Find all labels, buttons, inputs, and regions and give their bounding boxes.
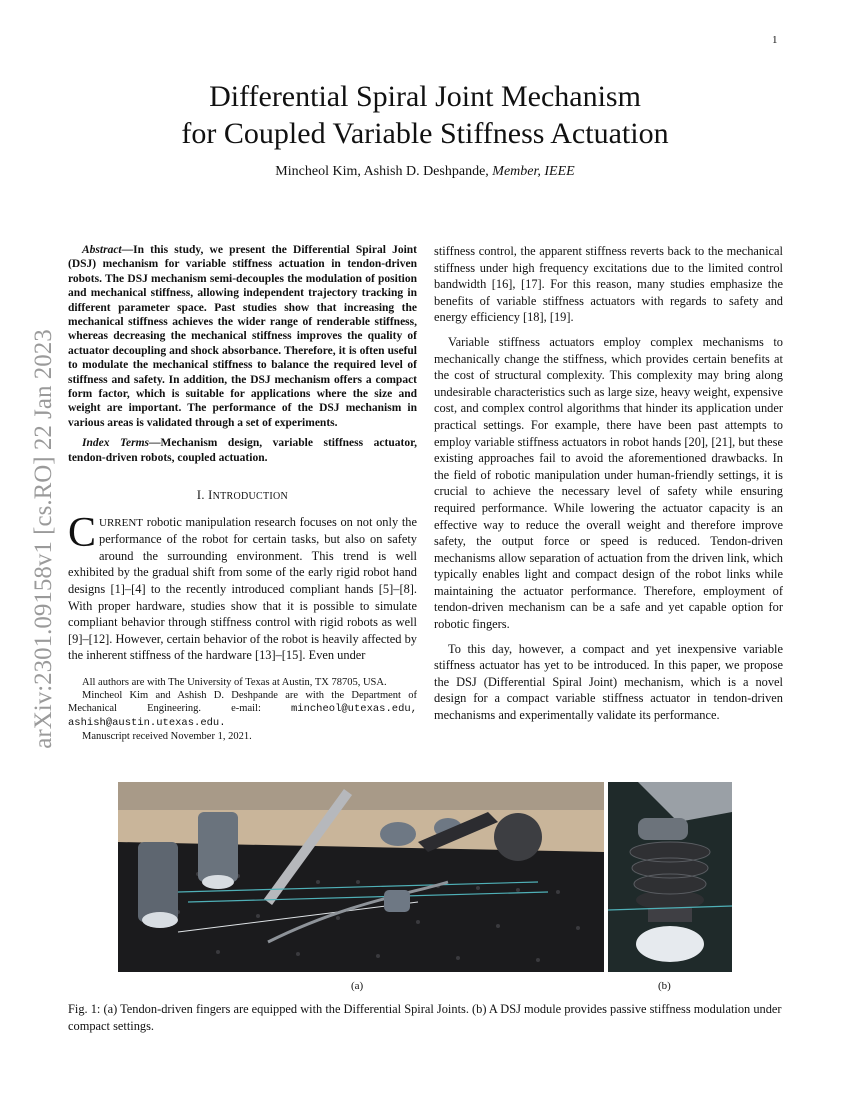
figure-photo-dsj-module: [608, 782, 732, 972]
figure-caption: Fig. 1: (a) Tendon-driven fingers are equipped with the Differential Spiral Joints. (b) A DSJ module provides passive stiffness modulation under compact settings.: [68, 1002, 782, 1033]
subfigure-label-a: (a): [351, 980, 364, 992]
footnote-manuscript: Manuscript received November 1, 2021.: [82, 731, 252, 743]
index-terms: [68, 436, 417, 465]
body-paragraph-2: Variable stiffness actuators employ complex mechanisms to mechanically change the stiffness, which provides certain benefits at the cost of structural complexity. This complexity may bring along undesirable characteristics such as large size, heavy weight, expensive cost, and complex control algorithms that hinder its application under practical settings. For example, there have been past attempts to employ variable stiffness actuators in robot hands [20], [21], but these existing approaches fail to avoid the aforementioned drawbacks. In the field of robotic manipulation under human-friendly settings, it is crucial to achieve the necessary level of safety while ensuring required performance. While lowering the actuator capacity is an effective way to reduce the overall weight and therefore improve safety, the output force or speed is reduced. Tendon-driven mechanisms allow separation of actuation from the driven link, which typically enables light and compact design of the robot links while maintaining the actuator performance. Therefore, employment of tendon-driven mechanism can be a safe and yet capable option for robotic fingers.: [434, 334, 783, 632]
section-number: I. I: [196, 488, 213, 503]
actuator-module-2: [198, 812, 238, 882]
paper-title: [60, 78, 790, 152]
section-heading-introduction: [68, 487, 417, 506]
index-terms-text: —Mechanism design, variable stiffness actuator, tendon-driven robots, coupled actuation.: [68, 437, 417, 464]
title-line-2: for Coupled Variable Stiffness Actuation: [181, 117, 669, 150]
right-column: [434, 243, 783, 724]
author-membership: Member, IEEE: [492, 164, 575, 179]
author-list: [60, 164, 790, 180]
figure-photo-tendon-fingers: [118, 782, 604, 972]
drop-cap: C: [68, 509, 97, 556]
page-number: 1: [772, 34, 778, 46]
index-terms-label: Index Terms: [82, 437, 150, 450]
intro-text: robotic manipulation research focuses on not only the performance of the robot for certain tasks, but also on safety around the surrounding environment. This trend is well exhibited by the gradual shift from some of the early rigid robot hand designs [1]–[4] to the recently introduced compliant hands [5]–[8]. With proper hardware, studies show that it is possible to simulate compliant behavior through stiffness control with rigid robots as well [9]–[12]. However, certain behavior of the robot is heavily affected by the inherent stiffness of the hardware [13]–[15]. Even under: [68, 514, 417, 663]
intro-paragraph: [68, 509, 417, 664]
footnote-affiliation: All authors are with The University of Texas at Austin, TX 78705, USA.: [82, 677, 387, 689]
joint-module-1: [380, 822, 416, 846]
title-line-1: Differential Spiral Joint Mechanism: [209, 80, 641, 113]
breadboard: [118, 842, 604, 972]
spherical-tip: [494, 813, 542, 861]
footnote-emails: mincheol@utexas.edu, ashish@austin.utexas.edu.: [68, 703, 417, 730]
actuator-module-1: [138, 842, 178, 922]
left-column: [68, 243, 417, 743]
section-title: NTRODUCTION: [212, 491, 289, 503]
arxiv-stamp: arXiv:2301.09158v1 [cs.RO] 22 Jan 2023: [30, 329, 57, 749]
abstract: [68, 243, 417, 430]
intro-first-word: URRENT: [99, 516, 144, 529]
footnote-department-text: Mincheol Kim and Ashish D. Deshpande are with the Department of Mechanical Engineering. e-mail:: [68, 690, 417, 715]
abstract-text: —In this study, we present the Differential Spiral Joint (DSJ) mechanism for variable stiffness actuation in tendon-driven robots. The DSJ mechanism semi-decouples the modulation of position and mechanical stiffness, allowing independent trajectory tracking in different parameter space. Past studies show that increasing the mechanical stiffness achieves the wider range of renderable stiffness, whereas decreasing the mechanical stiffness improves the quality of actuator decoupling and shock absorbance. Therefore, it is often useful to modulate the mechanical stiffness to balance the required level of stiffness and safety. In addition, the DSJ mechanism offers a compact form factor, which is suitable for applications where the size and weight are important. The performance of the DSJ mechanism in various areas is validated through a set of experiments.: [68, 244, 417, 429]
footnote-department: [68, 689, 417, 730]
footnotes: [68, 676, 417, 743]
dsj-base-spool: [636, 926, 704, 962]
abstract-label: Abstract: [82, 244, 122, 256]
body-paragraph-3: To this day, however, a compact and yet inexpensive variable stiffness actuator has yet to be introduced. In this paper, we propose the DSJ (Differential Spiral Joint) mechanism, which is a novel design for a compact variable stiffness actuator in tendon-driven mechanisms and experimentally validate its performance.: [434, 641, 783, 723]
body-paragraph-1: stiffness control, the apparent stiffness reverts back to the mechanical stiffness under high frequency excitations due to the limited control bandwidth [16], [17]. For this reason, many studies emphasize the benefits of variable stiffness actuators with regards to safety and energy efficiency [18], [19].: [434, 244, 783, 325]
subfigure-label-b: (b): [658, 980, 671, 992]
authors-names: Mincheol Kim, Ashish D. Deshpande,: [275, 164, 489, 179]
